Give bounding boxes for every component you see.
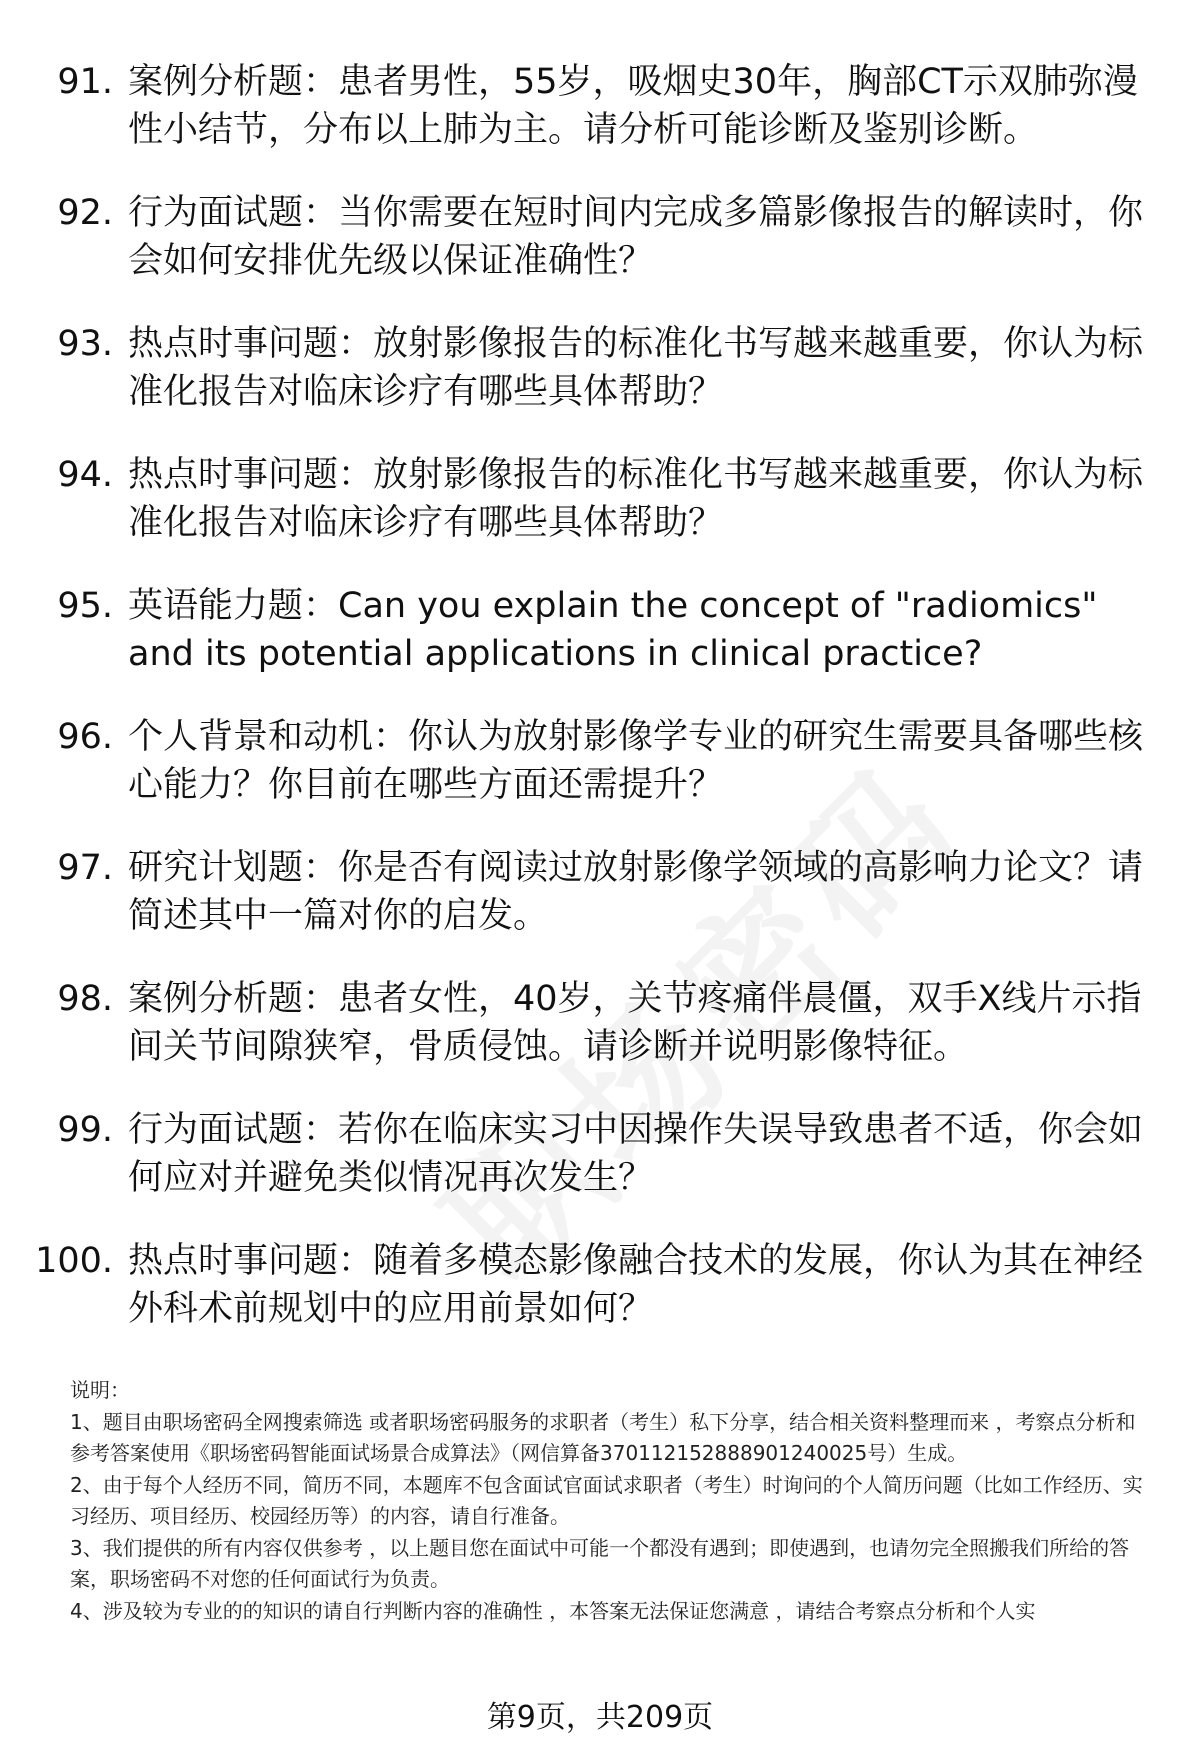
question-text: 个人背景和动机：你认为放射影像学专业的研究生需要具备哪些核心能力？你目前在哪些方面还需提升？ bbox=[128, 717, 1144, 805]
question-number: 97. bbox=[57, 848, 113, 888]
question-number: 100. bbox=[35, 1241, 113, 1281]
question-text: 案例分析题：患者男性，55岁，吸烟史30年，胸部CT示双肺弥漫性小结节，分布以上肺为主。请分析可能诊断及鉴别诊断。 bbox=[128, 62, 1138, 150]
note-item: 3、我们提供的所有内容仅供参考 ，以上题目您在面试中可能一个都没有遇到；即使遇到，也请勿完全照搬我们所给的答案，职场密码不对您的任何面试行为负责。 bbox=[70, 1535, 1130, 1591]
question-text: 热点时事问题：放射影像报告的标准化书写越来越重要，你认为标准化报告对临床诊疗有哪些具体帮助？ bbox=[128, 324, 1144, 412]
notes-section bbox=[70, 1375, 1155, 1627]
question-number: 93. bbox=[57, 324, 113, 364]
notes-heading: 说明： bbox=[70, 1378, 130, 1402]
question-item bbox=[0, 451, 1200, 582]
question-text: 热点时事问题：随着多模态影像融合技术的发展，你认为其在神经外科术前规划中的应用前景如何？ bbox=[128, 1241, 1144, 1329]
question-text: 案例分析题：患者女性，40岁，关节疼痛伴晨僵，双手X线片示指间关节间隙狭窄，骨质侵蚀。请诊断并说明影像特征。 bbox=[128, 979, 1142, 1067]
question-text: 热点时事问题：放射影像报告的标准化书写越来越重要，你认为标准化报告对临床诊疗有哪些具体帮助？ bbox=[128, 455, 1144, 543]
question-text: 英语能力题：Can you explain the concept of "radiomics" and its potential applications in clinical practice? bbox=[128, 586, 1098, 674]
note-item: 2、由于每个人经历不同，简历不同，本题库不包含面试官面试求职者（考生）时询问的个人简历问题（比如工作经历、实习经历、项目经历、校园经历等）的内容，请自行准备。 bbox=[70, 1472, 1143, 1528]
question-number: 98. bbox=[57, 979, 113, 1019]
question-item bbox=[0, 320, 1200, 451]
question-text: 行为面试题：当你需要在短时间内完成多篇影像报告的解读时，你会如何安排优先级以保证准确性？ bbox=[128, 193, 1144, 281]
question-number: 95. bbox=[57, 586, 113, 626]
question-item bbox=[0, 189, 1200, 320]
question-item bbox=[0, 713, 1200, 844]
question-number: 96. bbox=[57, 717, 113, 757]
question-item bbox=[0, 58, 1200, 189]
note-item: 1、题目由职场密码全网搜索筛选 或者职场密码服务的求职者（考生）私下分享，结合相关资料整理而来 ，考察点分析和参考答案使用《职场密码智能面试场景合成算法》（网信算备370112152888901240025号）生成。 bbox=[70, 1409, 1136, 1465]
question-number: 99. bbox=[57, 1110, 113, 1150]
question-item bbox=[0, 1237, 1200, 1368]
question-item bbox=[0, 844, 1200, 975]
question-item bbox=[0, 975, 1200, 1106]
note-item: 4、涉及较为专业的的知识的请自行判断内容的准确性 ，本答案无法保证您满意 ，请结合考察点分析和个人实 bbox=[70, 1598, 1036, 1623]
question-text: 行为面试题：若你在临床实习中因操作失误导致患者不适，你会如何应对并避免类似情况再次发生？ bbox=[128, 1110, 1144, 1198]
question-number: 94. bbox=[57, 455, 113, 495]
question-number: 92. bbox=[57, 193, 113, 233]
page-number: 第9页，共209页 bbox=[486, 1700, 714, 1735]
question-list bbox=[0, 58, 1200, 1368]
question-number: 91. bbox=[57, 62, 113, 102]
question-item bbox=[0, 582, 1200, 713]
question-text: 研究计划题：你是否有阅读过放射影像学领域的高影响力论文？请简述其中一篇对你的启发。 bbox=[128, 848, 1144, 936]
question-item bbox=[0, 1106, 1200, 1237]
